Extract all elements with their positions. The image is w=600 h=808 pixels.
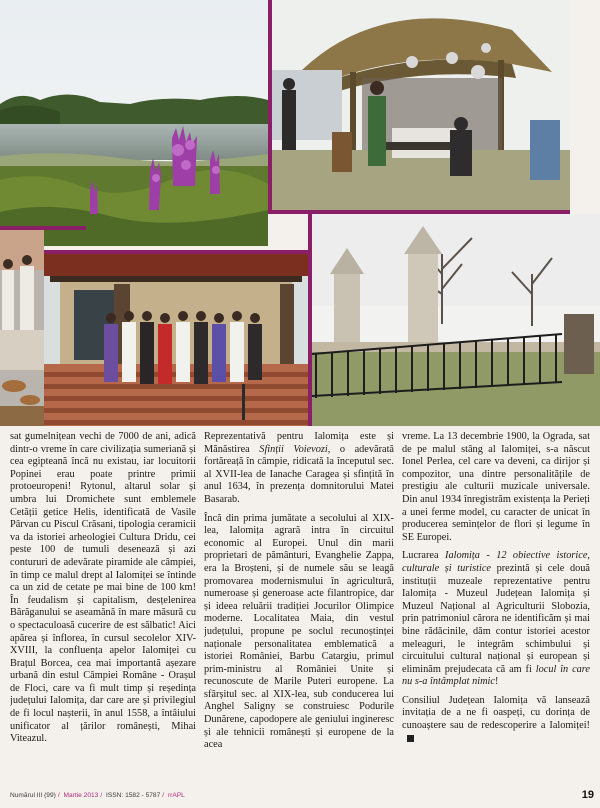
end-of-article-mark <box>407 735 414 742</box>
column-3-paragraph-2: Lucrarea Ialomița - 12 obiective istorice, culturale și turistice prezintă și cele două instituții muzeale reprezentative pentru Ialomița - Muzeul Județean Ialomița și Muzeul Național al Agriculturii Slobozia, prin patrimoniul cărora ne identificăm și mai bine rădăcinile, dăm contur istoriei acestor meleaguri, le integrăm schimbului și circuitului cultural național și european și eliminăm prejudecata că am fi locul în care nu s-a întâmplat nimic! <box>402 550 590 688</box>
column-2-paragraph-1: Reprezentativă pentru Ialomița este și Mănăstirea Sfinții Voievozi, o adevărată fortăreață în câmpie, ridicată la începutul sec. al XVII-lea de Ianache Caragea și sfințită în anul 1634, în prezența domnitorului Matei Basarab. <box>204 431 394 505</box>
monuments-fence-photo <box>312 214 600 426</box>
article-column-3 <box>402 431 590 783</box>
lake-photo <box>0 0 268 246</box>
page-footer: Numărul III (99) / Martie 2013 / ISSN: 1582 - 5787 / rrAPL 19 <box>10 789 594 801</box>
article-column-2 <box>204 431 394 783</box>
people-photo-small <box>0 230 44 426</box>
article-body <box>4 431 596 783</box>
issue-date: Martie 2013 <box>63 792 99 799</box>
column-3-paragraph-1: vreme. La 13 decembrie 1900, la Ograda, sat de pe malul stâng al Ialomiței, s-a născut Ionel Perlea, cel care va deveni, ca dirijor și compozitor, una dintre personalitățile de prestigiu ale culturii muzicale universale. Din anul 1934 înregistrăm existența la Perieți a unei ferme model, cu caracter de unicat în producerea semințelor de flori și legume în SE Europei. <box>402 431 590 543</box>
issn: ISSN: 1582 - 5787 <box>106 792 161 799</box>
hut-cooking-photo <box>272 0 570 210</box>
issue-number: Numărul III (99) <box>10 792 56 799</box>
museum-group-photo <box>44 254 308 426</box>
column-3-paragraph-3: Consiliul Județean Ialomița vă lansează invitația de a ne fi oaspeți, cu dorința de cunoaștere sau de redescoperire a Ialomiței! <box>402 695 590 745</box>
page-number: 19 <box>581 789 594 801</box>
column-1-paragraph: sat gumelnițean vechi de 7000 de ani, adică dintr-o vreme în care civilizația sumeriană și cea egipteană încă nu existau, iar locuitorii Popinei erau poate printre primii protoeuropeni! Rytonul, altarul solar și umbra lui Dromichete sunt emblemele Cetății getice Helis, identificată de Vasile Pârvan cu Piscul Crăsani, tipologia ceramicii va da istoriei arheologiei Cultura Dridu, cei peste 100 de tumuli desenează și azi contururi de adevărate piramide ale câmpiei, în timp ce malul drept al Ialomiței se întinde ca un zid de cetate pe mai bine de 100 km! În feudalism și capitalism, desțelenirea Bărăganului se aseamănă în mare măsură cu o spectaculoasă cucerire de est sălbatic! Aici apărea și înflorea, în cursul secolelor XIV-XVIII, la confluența apelor Ialomiței cu Brațul Borcea, cea mai importantă așezare urbană din estul Câmpiei Române - Orașul de Floci, care va fi mult timp și reședința județului Ialomița, dar care are și privilegiul de fi locul nașterii, în anul 1558, a întâiului unificator al țărilor românești, Mihai Viteazul. <box>10 431 196 745</box>
column-2-paragraph-2: Încă din prima jumătate a secolului al XIX-lea, Ialomița agrară intra în circuitul economic al Europei. Unul din marii proprietari de pământuri, Evanghelie Zappa, era la Broșteni, și de numele său se leagă promovarea modernismului în agricultură, numeroase și generoase acte filantropice, dar și ideea reluării tradiției Jocurilor Olimpice moderne. Localitatea Maia, din vestul județului, propune pe soclul recunoștinței naționale personalitatea emblematică a istoriei României, Barbu Catargiu, primul prim-ministru al României Unite și recunoscute de Marile Puteri europene. La sfârșitul sec. al XIX-lea, sub conducerea lui Anghel Saligny se construiesc Podurile Dunărene, capodopere ale geniului ingineresc și ale tehnicii românești și europene de la acea <box>204 512 394 751</box>
article-column-1 <box>10 431 196 783</box>
brand: rrAPL <box>167 792 185 799</box>
